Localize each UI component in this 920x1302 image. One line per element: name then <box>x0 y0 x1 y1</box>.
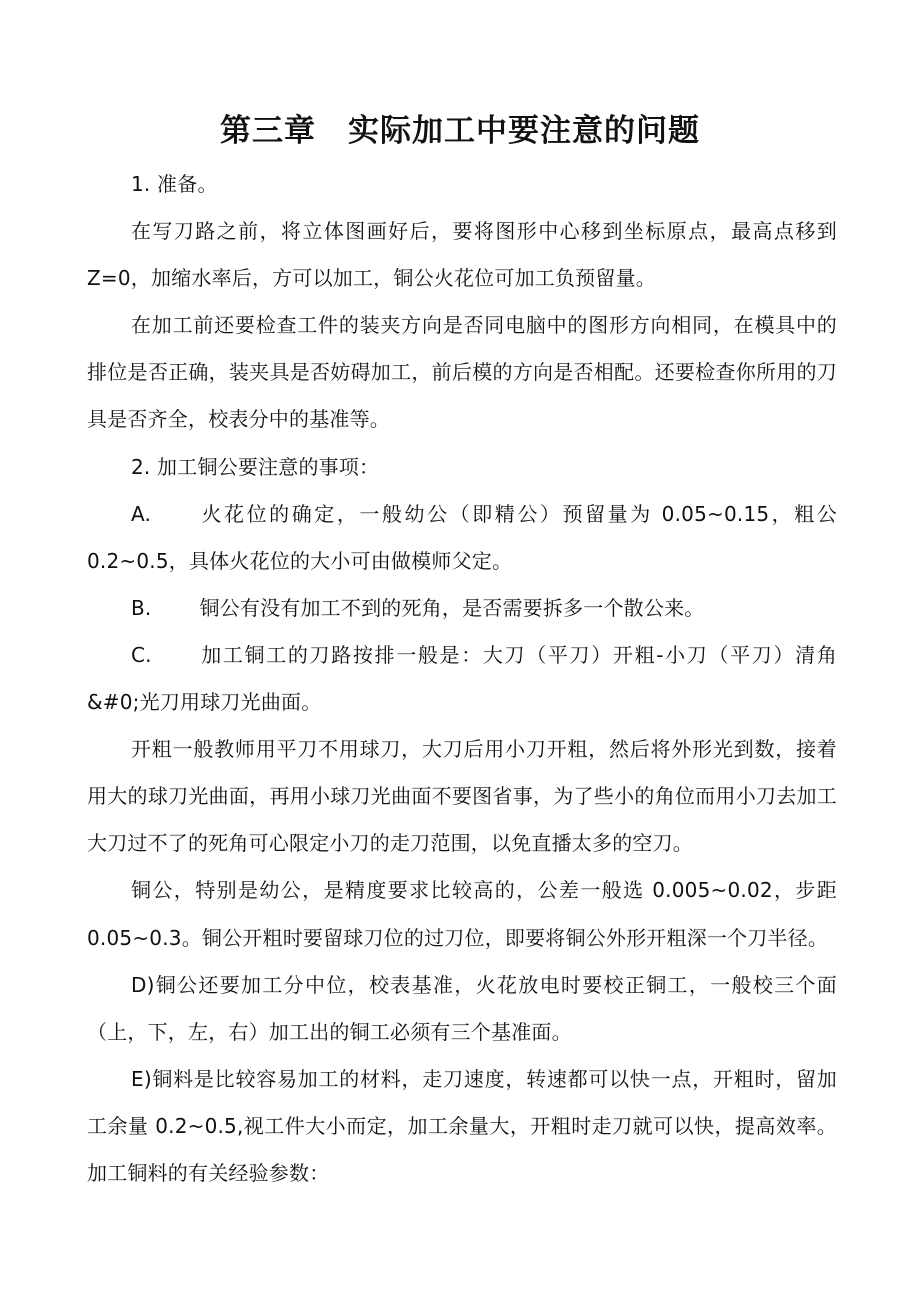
list-marker-c: C. <box>131 642 152 667</box>
list-item-c <box>87 632 837 726</box>
list-item-a <box>87 491 837 585</box>
list-marker-a: A. <box>131 501 152 526</box>
list-text-c: 加工铜工的刀路按排一般是：大刀（平刀）开粗-小刀（平刀）清角&#0;光刀用球刀光曲面。 <box>87 642 837 715</box>
paragraph-item-d: D)铜公还要加工分中位，校表基准，火花放电时要校正铜工，一般校三个面（上，下，左，右）加工出的铜工必须有三个基准面。 <box>87 972 837 1044</box>
list-marker-b: B. <box>131 595 152 620</box>
paragraph-precision: 铜公，特别是幼公，是精度要求比较高的，公差一般选 0.005~0.02，步距 0.05~0.3。铜公开粗时要留球刀位的过刀位，即要将铜公外形开粗深一个刀半径。 <box>87 878 837 950</box>
list-text-b: 铜公有没有加工不到的死角，是否需要拆多一个散公来。 <box>199 595 705 620</box>
section-heading-copper-electrode: 2. 加工铜公要注意的事项： <box>131 454 380 479</box>
section-heading-preparation: 1. 准备。 <box>131 172 218 196</box>
document-body <box>87 161 837 1197</box>
paragraph-pre-machining-check: 在加工前还要检查工件的装夹方向是否同电脑中的图形方向相同，在模具中的排位是否正确，装夹具是否妨碍加工，前后模的方向是否相配。还要检查你所用的刀具是否齐全，校表分中的基准等。 <box>87 313 837 432</box>
paragraph-toolpath-setup: 在写刀路之前，将立体图画好后，要将图形中心移到坐标原点，最高点移到 Z=0，加缩水率后，方可以加工，铜公火花位可加工负预留量。 <box>87 219 837 291</box>
chapter-title: 第三章 实际加工中要注意的问题 <box>220 113 700 149</box>
list-text-a: 火花位的确定，一般幼公（即精公）预留量为 0.05~0.15，粗公 0.2~0.5，具体火花位的大小可由做模师父定。 <box>87 501 837 573</box>
paragraph-item-e: E)铜料是比较容易加工的材料，走刀速度，转速都可以快一点，开粗时，留加工余量 0.2~0.5,视工件大小而定，加工余量大，开粗时走刀就可以快，提高效率。加工铜料的有关经验参数： <box>87 1066 837 1185</box>
list-item-b <box>87 585 837 632</box>
paragraph-roughing: 开粗一般教师用平刀不用球刀，大刀后用小刀开粗，然后将外形光到数，接着用大的球刀光曲面，再用小球刀光曲面不要图省事，为了些小的角位而用小刀去加工大刀过不了的死角可心限定小刀的走刀范围，以免直播太多的空刀。 <box>87 737 837 856</box>
